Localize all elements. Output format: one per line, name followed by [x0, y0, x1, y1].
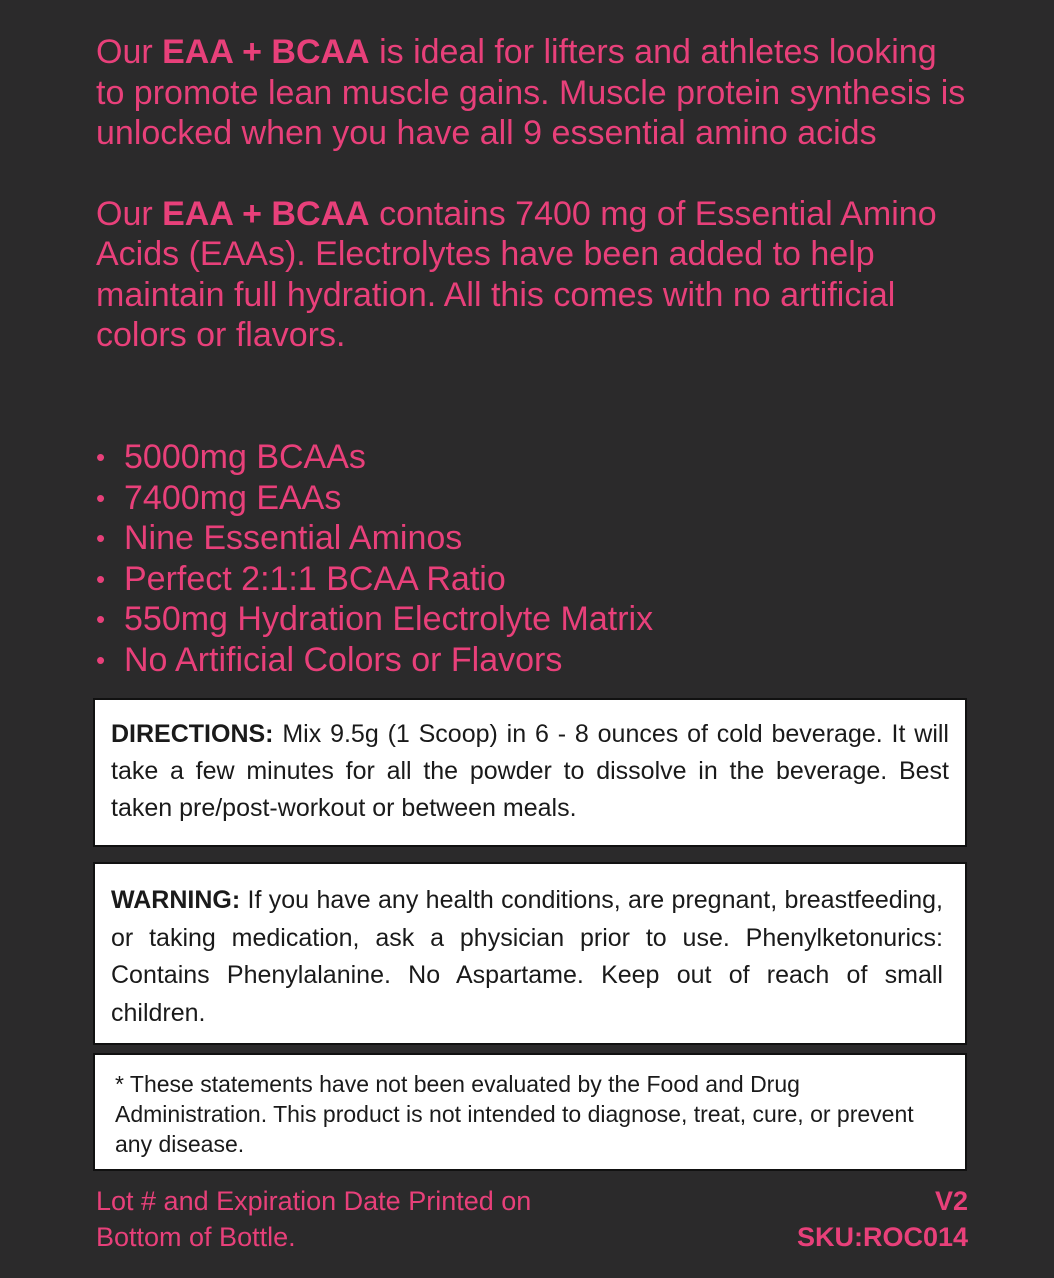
- intro-prefix: Our: [96, 33, 163, 71]
- feature-text: 550mg Hydration Electrolyte Matrix: [124, 600, 654, 638]
- bullet-icon: •: [96, 563, 106, 594]
- feature-text: 7400mg EAAs: [124, 478, 342, 517]
- feature-text: Nine Essential Aminos: [124, 519, 463, 557]
- bullet-icon: •: [96, 442, 106, 472]
- feature-text: 5000mg BCAAs: [124, 438, 366, 476]
- lot-note-line-2: Bottom of Bottle.: [96, 1222, 296, 1252]
- feature-item: [96, 518, 653, 559]
- intro-paragraph-1: [96, 32, 966, 154]
- lot-note-line-1: Lot # and Expiration Date Printed on: [96, 1186, 532, 1216]
- lot-expiration-note: [96, 1183, 616, 1255]
- fda-disclaimer-text: * These statements have not been evaluated by the Food and Drug Administration. This product is not intended to diagnose, treat, cure, or prevent any disease.: [115, 1071, 914, 1157]
- directions-text: Mix 9.5g (1 Scoop) in 6 - 8 ounces of cold beverage. It will take a few minutes for all the powder to dissolve in the beverage. Best taken pre/post-workout or between meals.: [111, 720, 949, 822]
- intro-paragraph-2: [96, 194, 966, 356]
- version-code: V2: [934, 1186, 968, 1216]
- feature-item: [96, 559, 653, 600]
- warning-label: WARNING:: [111, 886, 241, 914]
- product-name: EAA + BCAA: [162, 33, 370, 71]
- feature-text: No Artificial Colors or Flavors: [124, 640, 563, 679]
- feature-list: [96, 437, 653, 680]
- bullet-icon: •: [96, 604, 106, 634]
- intro-text: contains 7400 mg of Essential Amino Acids (EAAs). Electrolytes have been added to help maintain full hydration. All this comes with no artificial colors or flavors.: [96, 194, 937, 354]
- feature-text: Perfect 2:1:1 BCAA Ratio: [124, 559, 506, 598]
- feature-item: [96, 437, 653, 478]
- warning-box: [93, 862, 967, 1045]
- bullet-icon: •: [96, 482, 106, 513]
- warning-text: If you have any health conditions, are pregnant, breastfeeding, or taking medication, ask a physician prior to use. Phenylketonurics: Contains Phenylalanine. No Aspartame. Keep out of reach of small children.: [111, 886, 943, 1027]
- intro-text: is ideal for lifters and athletes looking to promote lean muscle gains. Muscle protein synthesis is unlocked when you have all 9 essential amino acids: [96, 33, 966, 152]
- intro-prefix: Our: [96, 194, 163, 233]
- bullet-icon: •: [96, 644, 106, 675]
- directions-box: [93, 698, 967, 847]
- product-name: EAA + BCAA: [162, 194, 370, 233]
- feature-item: [96, 478, 653, 519]
- feature-item: [96, 599, 653, 640]
- feature-item: [96, 640, 653, 681]
- directions-label: DIRECTIONS:: [111, 720, 274, 748]
- product-description: [96, 32, 966, 356]
- sku-code: SKU:ROC014: [796, 1222, 968, 1252]
- bullet-icon: •: [96, 523, 106, 553]
- product-codes: [797, 1183, 968, 1255]
- fda-disclaimer-box: [93, 1053, 967, 1171]
